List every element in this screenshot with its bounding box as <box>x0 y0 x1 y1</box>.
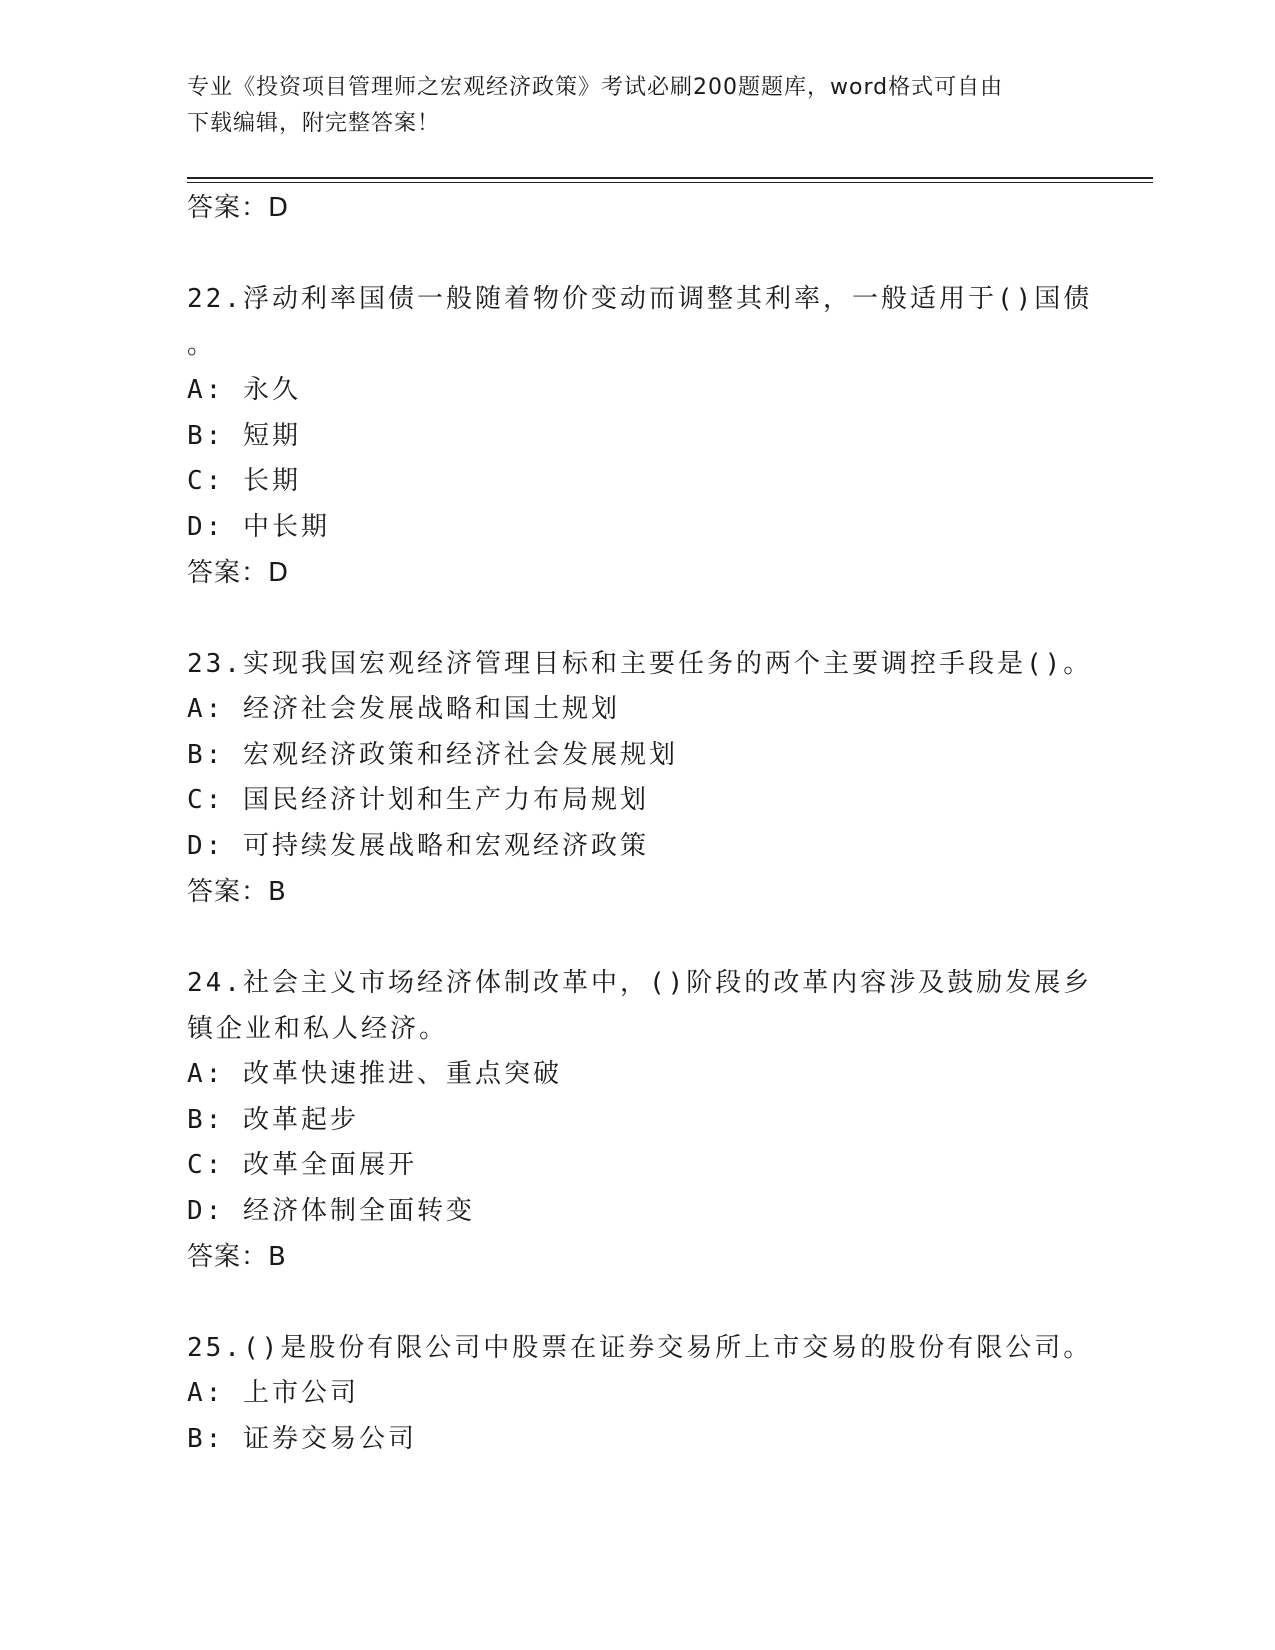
option-c: C: 改革全面展开 <box>187 1150 417 1180</box>
option-c: C: 国民经济计划和生产力布局规划 <box>187 785 649 815</box>
option-b: B: 改革起步 <box>187 1104 359 1135</box>
option-b: B: 宏观经济政策和经济社会发展规划 <box>187 739 678 770</box>
question-text: 。 <box>187 330 217 360</box>
header-line-1: 专业《投资项目管理师之宏观经济政策》考试必刷200题题库，word格式可自由 <box>187 75 1004 100</box>
option-b: B: 短期 <box>187 420 301 451</box>
question-text: 23.实现我国宏观经济管理目标和主要任务的两个主要调控手段是()。 <box>187 649 1093 679</box>
header-divider-thin <box>187 182 1153 183</box>
question-text: 24.社会主义市场经济体制改革中，()阶段的改革内容涉及鼓励发展乡 <box>187 968 1093 998</box>
option-a: A: 永久 <box>187 375 301 405</box>
option-a: A: 上市公司 <box>187 1378 359 1408</box>
option-d: D: 中长期 <box>187 511 330 542</box>
previous-answer: 答案：D <box>187 193 290 223</box>
question-23 <box>187 641 1093 915</box>
question-24 <box>187 960 1093 1280</box>
question-25 <box>187 1325 1093 1462</box>
option-d: D: 经济体制全面转变 <box>187 1195 475 1226</box>
question-list <box>187 185 1093 1462</box>
answer: 答案：B <box>187 877 287 907</box>
answer: 答案：D <box>187 558 290 588</box>
header-divider-thick <box>187 177 1153 179</box>
question-text: 镇企业和私人经济。 <box>187 1014 449 1044</box>
document-header <box>187 70 1067 142</box>
option-c: C: 长期 <box>187 466 301 496</box>
question-text: 25.()是股份有限公司中股票在证券交易所上市交易的股份有限公司。 <box>187 1333 1093 1363</box>
answer: 答案：B <box>187 1242 287 1272</box>
option-d: D: 可持续发展战略和宏观经济政策 <box>187 830 649 861</box>
question-22 <box>187 276 1093 596</box>
option-a: A: 改革快速推进、重点突破 <box>187 1059 562 1089</box>
header-line-2: 下载编辑，附完整答案！ <box>187 111 441 136</box>
option-a: A: 经济社会发展战略和国土规划 <box>187 694 620 724</box>
option-b: B: 证券交易公司 <box>187 1423 417 1454</box>
question-text: 22.浮动利率国债一般随着物价变动而调整其利率，一般适用于()国债 <box>187 284 1093 314</box>
